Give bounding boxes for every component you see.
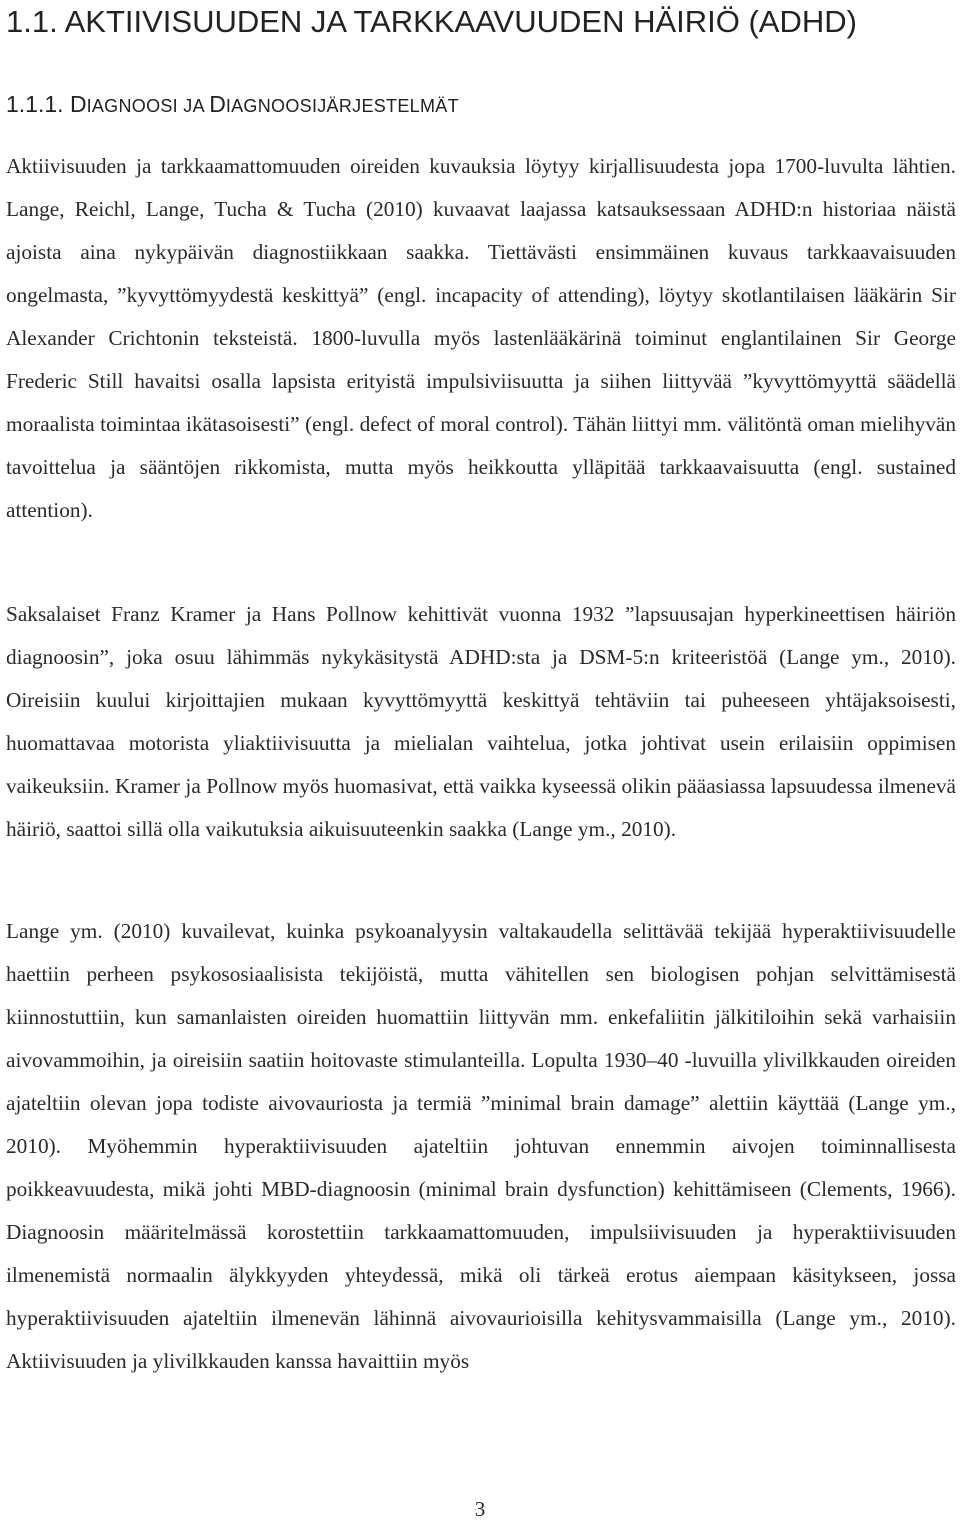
paragraph-history [6, 145, 956, 532]
paragraph-psychoanalysis [6, 910, 956, 1383]
paragraph-text: Lange ym. (2010) kuvailevat, kuinka psykoanalyysin valtakaudella selittävää tekijää hyperaktiivisuudelle haettiin perheen psykososiaalisista tekijöistä, mutta vähitellen sen biologisen pohjan selvittämisestä kiinnostuttiin, kun samanlaisten oireiden huomattiin liittyvän mm. enkefaliitin jälkitiloihin sekä varhaisiin aivovammoihin, ja oireisiin saatiin hoitovaste stimulanteilla. Lopulta 1930–40 -luvuilla ylivilkkauden oireiden ajateltiin olevan jopa todiste aivovauriosta ja termiä ”minimal brain damage” alettiin käyttää (Lange ym., 2010). Myöhemmin hyperaktiivisuuden ajateltiin johtuvan ennemmin aivojen toiminnallisesta poikkeavuudesta, mikä johti MBD-diagnoosin (minimal brain dysfunction) kehittämiseen (Clements, 1966). Diagnoosin määritelmässä korostettiin tarkkaamattomuuden, impulsiivisuuden ja hyperaktiivisuuden ilmenemistä normaalin älykkyyden yhteydessä, mikä oli tärkeä erotus aiempaan käsitykseen, jossa hyperaktiivisuuden ajateltiin ilmenevän lähinnä aivovaurioisilla kehitysvammaisilla (Lange ym., 2010). Aktiivisuuden ja ylivilkkauden kanssa havaittiin myös [6, 919, 956, 1373]
paragraph-kramer-pollnow [6, 593, 956, 851]
page-number: 3 [474, 1497, 486, 1521]
subsection-initial: D [69, 91, 87, 117]
subsection-title-part-1: IAGNOOSI JA [86, 96, 210, 116]
subsection-initial-2: D [209, 91, 226, 117]
subsection-title-part-2: IAGNOOSIJÄRJESTELMÄT [225, 96, 459, 116]
paragraph-text: Aktiivisuuden ja tarkkaamattomuuden oireiden kuvauksia löytyy kirjallisuudesta jopa 1700-luvulta lähtien. Lange, Reichl, Lange, Tucha & Tucha (2010) kuvaavat laajassa katsauksessaan ADHD:n historiaa näistä ajoista aina nykypäivän diagnostiikkaan saakka. Tiettävästi ensimmäinen kuvaus tarkkaavaisuuden ongelmasta, ”kyvyttömyydestä keskittyä” (engl. incapacity of attending), löytyy skotlantilaisen lääkärin Sir Alexander Crichtonin teksteistä. 1800-luvulla myös lastenlääkärinä toiminut englantilainen Sir George Frederic Still havaitsi osalla lapsista erityistä impulsiviisuutta ja siihen liittyvää ”kyvyttömyyttä säädellä moraalista toimintaa ikätasoisesti” (engl. defect of moral control). Tähän liittyi mm. välitöntä oman mielihyvän tavoittelua ja sääntöjen rikkomista, mutta myös heikkoutta ylläpitää tarkkaavaisuutta (engl. sustained attention). [6, 154, 956, 522]
section-heading: 1.1. AKTIIVISUUDEN JA TARKKAAVUUDEN HÄIRIÖ (ADHD) [6, 4, 857, 39]
subsection-number: 1.1.1. [6, 91, 64, 117]
paragraph-text: Saksalaiset Franz Kramer ja Hans Pollnow kehittivät vuonna 1932 ”lapsuusajan hyperkineettisen häiriön diagnoosin”, joka osuu lähimmäs nykykäsitystä ADHD:sta ja DSM-5:n kriteeristöä (Lange ym., 2010). Oireisiin kuului kirjoittajien mukaan kyvyttömyyttä keskittyä tehtäviin tai puheeseen yhtäjaksoisesti, huomattavaa motorista yliaktiivisuutta ja mielialan vaihtelua, jotka johtivat usein erilaisiin oppimisen vaikeuksiin. Kramer ja Pollnow myös huomasivat, että vaikka kyseessä olikin pääasiassa lapsuudessa ilmenevä häiriö, saattoi sillä olla vaikutuksia aikuisuuteenkin saakka (Lange ym., 2010). [6, 602, 956, 841]
subsection-heading [6, 87, 459, 123]
